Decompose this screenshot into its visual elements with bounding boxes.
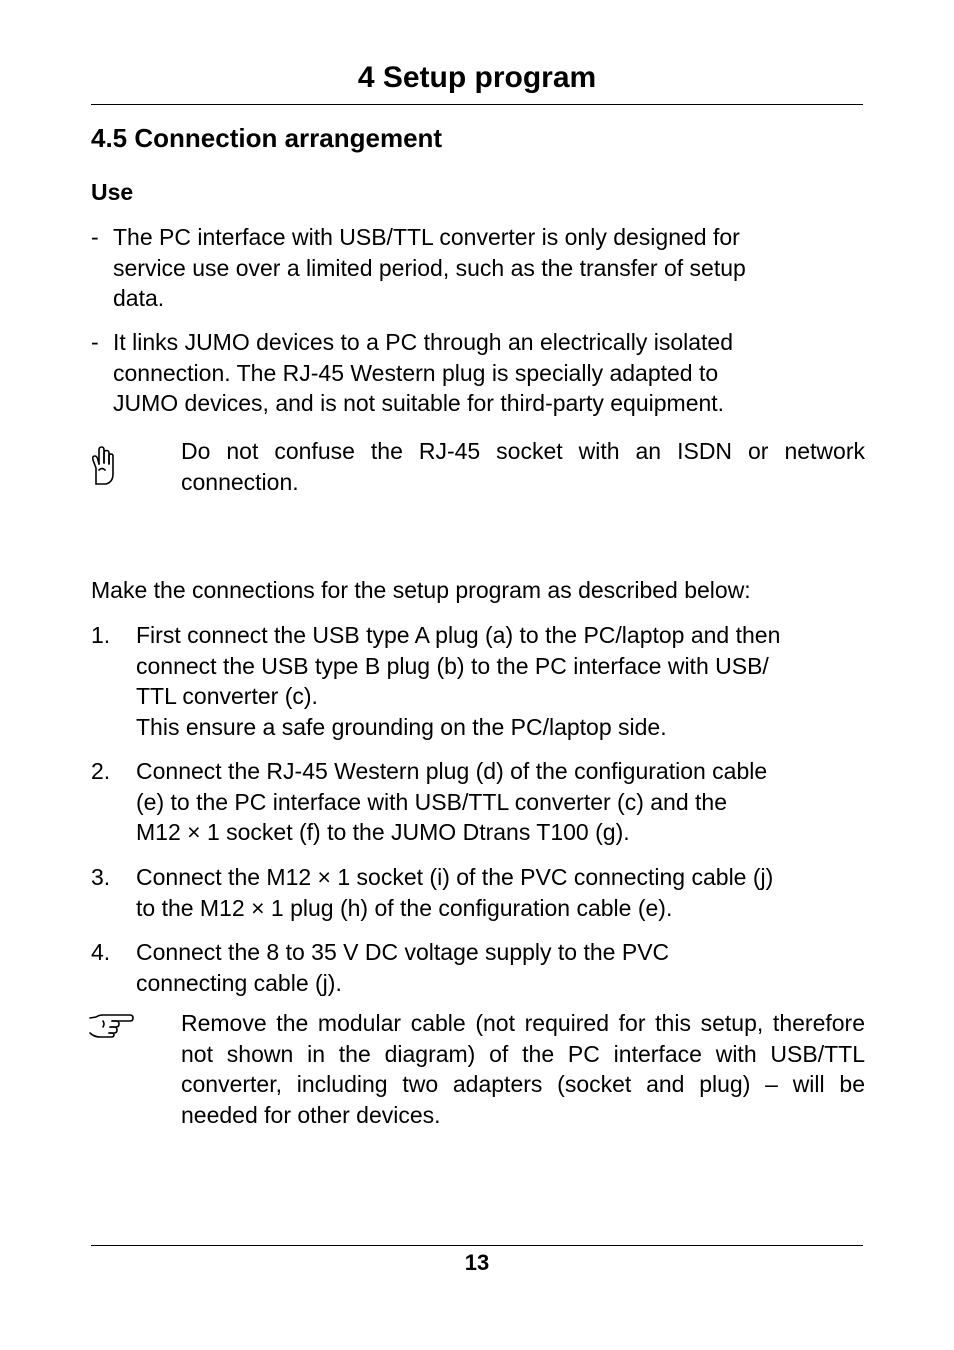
- step-line: First connect the USB type A plug (a) to the PC/laptop and then: [136, 622, 781, 648]
- step-line: (e) to the PC interface with USB/TTL converter (c) and the: [136, 788, 727, 815]
- step-line: to the M12 × 1 plug (h) of the configuration cable (e).: [136, 894, 673, 921]
- hint-note-text: Remove the modular cable (not required for this setup, therefore not shown in the diagram) of the PC interface with USB/TTL converter, including two adapters (socket and plug) – will be needed for other devices.: [181, 1010, 865, 1128]
- step-line: M12 × 1 socket (f) to the JUMO Dtrans T100 (g).: [136, 819, 630, 845]
- use-heading: Use: [91, 179, 134, 205]
- intro-text: Make the connections for the setup program as described below:: [91, 577, 751, 603]
- step-line: Connect the 8 to 35 V DC voltage supply to the PVC: [136, 939, 670, 965]
- footer-divider: [91, 1245, 863, 1246]
- bullet-item: [113, 222, 858, 314]
- step-line: Connect the M12 × 1 socket (i) of the PVC connecting cable (j): [136, 864, 774, 890]
- step-line: Connect the RJ-45 Western plug (d) of the configuration cable: [136, 758, 768, 784]
- step-line: connect the USB type B plug (b) to the PC interface with USB/: [136, 652, 769, 679]
- bullet-line: data.: [113, 285, 165, 311]
- step-item: [136, 862, 866, 923]
- step-item: [136, 756, 866, 848]
- bullet-line: The PC interface with USB/TTL converter is only designed for: [113, 224, 740, 250]
- step-number: 3.: [91, 864, 111, 890]
- bullet-marker: -: [91, 329, 99, 355]
- chapter-title: 4 Setup program: [357, 61, 597, 94]
- bullet-line: connection. The RJ-45 Western plug is specially adapted to: [113, 359, 719, 386]
- bullet-line: It links JUMO devices to a PC through an electrically isolated: [113, 329, 733, 355]
- bullet-item: [113, 327, 858, 419]
- bullet-line: JUMO devices, and is not suitable for third-party equipment.: [113, 390, 725, 416]
- header-divider: [91, 104, 863, 105]
- step-number: 4.: [91, 939, 111, 965]
- raised-hand-icon: [86, 444, 118, 493]
- step-item: [136, 937, 866, 998]
- step-item: [136, 620, 866, 742]
- step-number: 1.: [91, 622, 111, 648]
- step-line: connecting cable (j).: [136, 969, 342, 996]
- bullet-marker: -: [91, 224, 99, 250]
- page-number: 13: [464, 1250, 490, 1275]
- step-number: 2.: [91, 758, 111, 784]
- warning-note-text: Do not confuse the RJ-45 socket with an ISDN or network connection.: [181, 438, 865, 495]
- step-line: TTL converter (c).: [136, 683, 318, 709]
- section-heading: 4.5 Connection arrangement: [91, 123, 443, 153]
- step-line: This ensure a safe grounding on the PC/laptop side.: [136, 713, 667, 740]
- pointing-hand-icon: [88, 1012, 134, 1043]
- bullet-line: service use over a limited period, such as the transfer of setup: [113, 254, 746, 281]
